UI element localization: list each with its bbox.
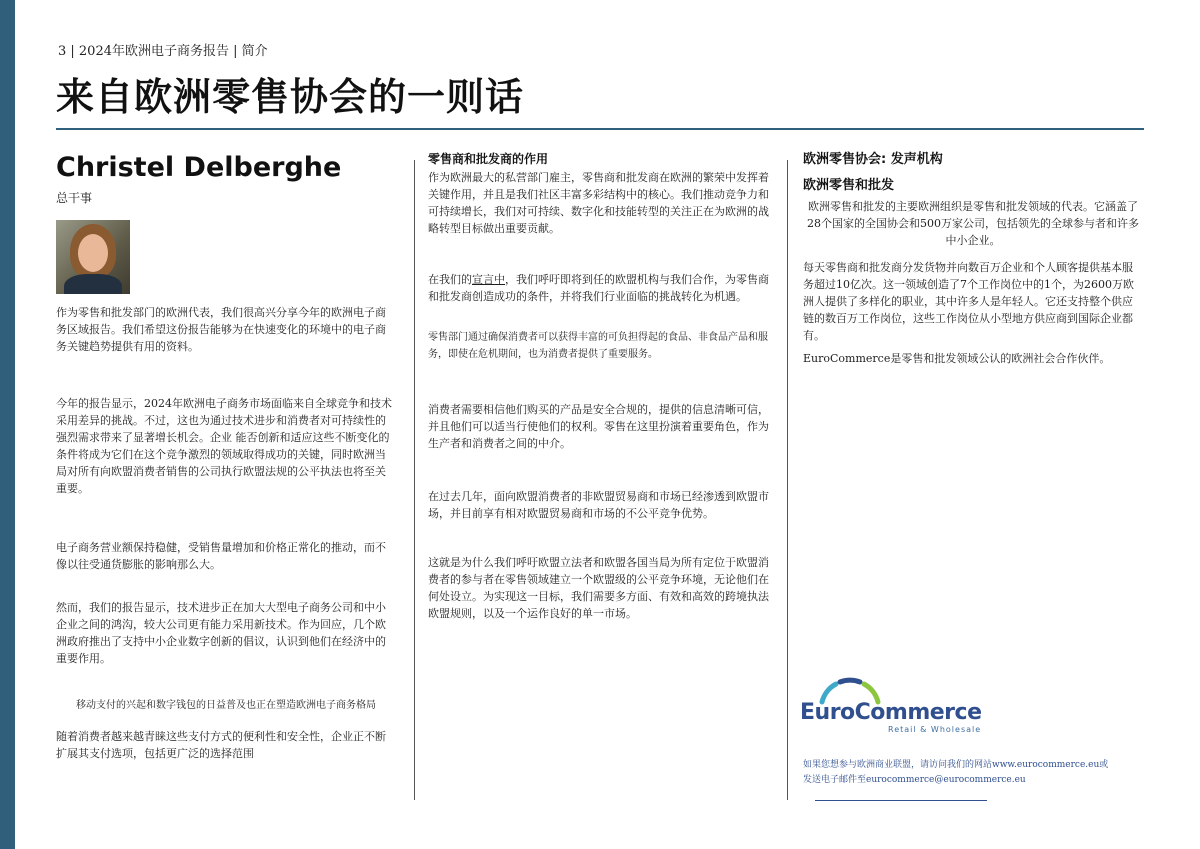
manifesto-text-after: ，我们呼吁即将到任的欧盟机构与我们合作，为零售商和批发商创造成功的条件，并将我们行业面临的挑战转化为机遇。: [428, 273, 769, 303]
intro-paragraph: 作为零售和批发部门的欧洲代表，我们很高兴分享今年的欧洲电子商务区域报告。我们希望这份报告能够为在快速变化的环境中的电子商务关键趋势提供有用的资料。: [56, 306, 386, 353]
contact-info[interactable]: 如果您想参与欧洲商业联盟，请访问我们的网站www.eurocommerce.eu或发送电子邮件至eurocommerce@eurocommerce.eu: [803, 760, 1109, 785]
retail-services-paragraph: 零售部门通过确保消费者可以获得丰富的可负担得起的食品、非食品产品和服务，即使在危机期间，也为消费者提供了重要服务。: [428, 332, 768, 360]
logo-wordmark: EuroCommerce: [800, 700, 982, 725]
level-playing-field-paragraph: 这就是为什么我们呼吁欧盟立法者和欧盟各国当局为所有定位于欧盟消费者的参与者在零售领域建立一个欧盟级的公平竞争环境，无论他们在何处设立。为实现这一目标，我们需要多方面、有效和高效的跨境执法欧盟规则，以及一个运作良好的单一市场。: [428, 556, 769, 620]
payments-paragraph: 随着消费者越来越青睐这些支付方式的便利性和安全性，企业正不断扩展其支付选项，包括更广泛的选择范围: [56, 730, 386, 760]
consumer-trust-paragraph: 消费者需要相信他们购买的产品是安全合规的，提供的信息清晰可信，并且他们可以适当行使他们的权利。零售在这里扮演着重要角色，作为生产者和消费者之间的中介。: [428, 403, 769, 450]
employer-paragraph: 作为欧洲最大的私营部门雇主，零售商和批发商在欧洲的繁荣中发挥着关键作用，并且是我们社区丰富多彩结构中的核心。我们推动竞争力和可持续增长，我们对可持续、数字化和技能转型的关注正在为欧洲的战略转型目标做出重要贡献。: [428, 171, 769, 235]
report-findings-paragraph: 今年的报告显示，2024年欧洲电子商务市场面临来自全球竞争和技术采用差异的挑战。不过，这也为通过技术进步和消费者对可持续性的强烈需求带来了显著增长机会。企业 能否创新和适应这些不断变化的条件将成为它们在这个竞争激烈的领域取得成功的关键，同时欧洲当局对所有向欧盟消费者销售的公司执行欧盟法规的公平执法也将至关重要。: [56, 397, 392, 495]
contact-underline: [815, 800, 987, 801]
org-heading-retail: 欧洲零售和批发: [803, 178, 895, 193]
role-section-heading: 零售商和批发商的作用: [428, 152, 549, 166]
eurocommerce-logo: [800, 676, 1000, 746]
author-role: 总干事: [56, 191, 93, 205]
turnover-paragraph: 电子商务营业额保持稳健，受销售量增加和价格正常化的推动，而不像以往受通货膨胀的影响那么大。: [56, 541, 386, 571]
social-partner-paragraph: EuroCommerce是零售和批发领域公认的欧洲社会合作伙伴。: [803, 352, 1111, 365]
manifesto-link[interactable]: 宣言中: [472, 273, 505, 286]
mobile-payments-subheading: 移动支付的兴起和数字钱包的日益普及也正在塑造欧洲电子商务格局: [76, 700, 376, 711]
left-accent-bar: [0, 0, 15, 849]
daily-service-paragraph: 每天零售商和批发商分发货物并向数百万企业和个人顾客提供基本服务超过10亿次。这一领域创造了7个工作岗位中的1个，为2600万欧洲人提供了多样化的职业，其中许多人是年轻人。它还支持整个供应链的数百万工作岗位，这些工作岗位从小型地方供应商到国际企业都有。: [803, 261, 1134, 342]
breadcrumb: 3 | 2024年欧洲电子商务报告 | 简介: [58, 44, 268, 59]
right-column: [803, 150, 1143, 367]
manifesto-paragraph: [428, 271, 773, 305]
column-divider-right: [787, 160, 788, 800]
manifesto-text-before: 在我们的: [428, 273, 472, 286]
middle-column: [428, 150, 773, 622]
org-description-paragraph: 欧洲零售和批发的主要欧洲组织是零售和批发领域的代表。它涵盖了28个国家的全国协会和500万家公司，包括领先的全球参与者和许多中小企业。: [807, 200, 1139, 247]
author-portrait: [56, 220, 130, 294]
author-name: Christel Delberghe: [56, 152, 342, 183]
page-title: 来自欧洲零售协会的一则话: [56, 75, 525, 119]
title-divider: [56, 128, 1144, 130]
non-eu-traders-paragraph: 在过去几年，面向欧盟消费者的非欧盟贸易商和市场已经渗透到欧盟市场，并目前享有相对欧盟贸易商和市场的不公平竞争优势。: [428, 490, 769, 520]
left-column: [56, 150, 396, 762]
logo-tagline: Retail & Wholesale: [888, 725, 982, 734]
org-heading-voice: 欧洲零售协会: 发声机构: [803, 152, 943, 167]
sme-gap-paragraph: 然而，我们的报告显示，技术进步正在加大大型电子商务公司和中小企业之间的鸿沟，较大公司更有能力采用新技术。作为回应，几个欧洲政府推出了支持中小企业数字创新的倡议，认识到他们在经济中的重要作用。: [56, 601, 386, 665]
column-divider-left: [414, 160, 415, 800]
